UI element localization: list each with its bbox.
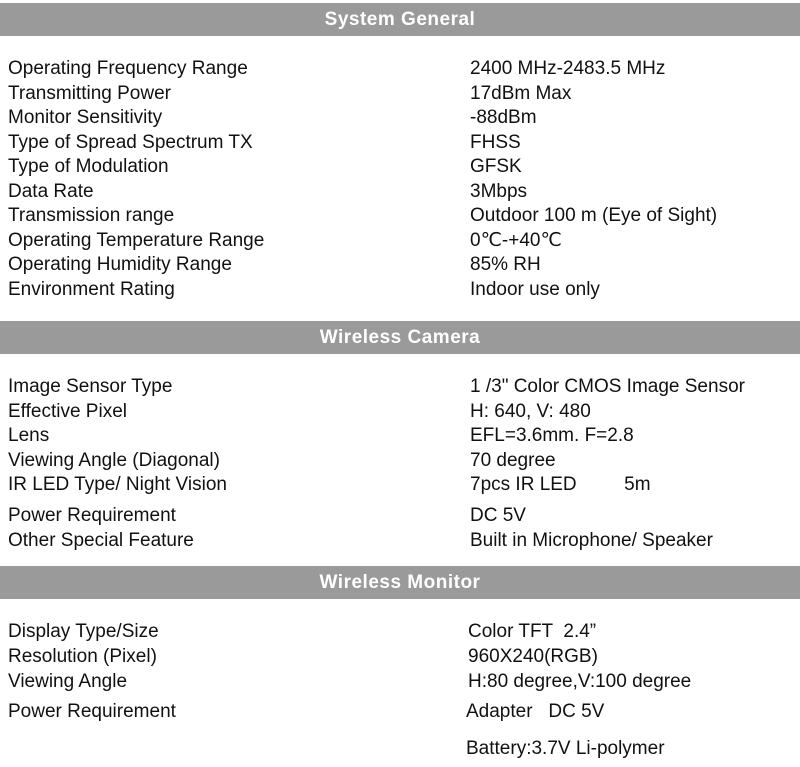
spec-label: Transmitting Power xyxy=(8,83,171,104)
spec-value: 2400 MHz-2483.5 MHz xyxy=(470,58,666,79)
spec-row xyxy=(0,106,800,130)
spec-value: 85% RH xyxy=(470,254,541,275)
spec-row xyxy=(0,82,800,106)
section-title: System General xyxy=(324,8,476,30)
spec-value: 960X240(RGB) xyxy=(468,646,598,667)
spec-row xyxy=(0,57,800,81)
spec-label: Type of Spread Spectrum TX xyxy=(8,132,253,153)
spec-value: Battery:3.7V Li-polymer xyxy=(466,738,665,759)
spec-row xyxy=(0,204,800,228)
spec-row xyxy=(0,253,800,277)
spec-row xyxy=(0,700,800,724)
section-header-system-general xyxy=(0,3,800,36)
spec-row xyxy=(0,737,800,761)
section-header-wireless-monitor xyxy=(0,566,800,599)
spec-label: Data Rate xyxy=(8,181,94,202)
spec-value: Built in Microphone/ Speaker xyxy=(470,530,713,551)
spec-label: Lens xyxy=(8,425,50,446)
spec-value: 1 /3" Color CMOS Image Sensor xyxy=(470,376,745,397)
spec-value: H:80 degree,V:100 degree xyxy=(468,671,692,692)
spec-row xyxy=(0,155,800,179)
spec-label: Resolution (Pixel) xyxy=(8,646,157,667)
spec-value: Adapter DC 5V xyxy=(466,701,605,722)
spec-value: Indoor use only xyxy=(470,279,600,300)
spec-label: Viewing Angle (Diagonal) xyxy=(8,450,220,471)
spec-row xyxy=(0,670,800,694)
spec-value: 3Mbps xyxy=(470,181,528,202)
spec-row xyxy=(0,131,800,155)
spec-label: Power Requirement xyxy=(8,505,176,526)
spec-value: DC 5V xyxy=(470,505,526,526)
spec-label: Other Special Feature xyxy=(8,530,194,551)
spec-row xyxy=(0,645,800,669)
spec-value: 7pcs IR LED 5m xyxy=(470,474,651,495)
spec-label: Monitor Sensitivity xyxy=(8,107,163,128)
spec-label: Display Type/Size xyxy=(8,621,159,642)
spec-label: Operating Temperature Range xyxy=(8,230,265,251)
spec-value: 17dBm Max xyxy=(470,83,572,104)
spec-row xyxy=(0,229,800,253)
spec-row xyxy=(0,504,800,528)
spec-row xyxy=(0,529,800,553)
spec-label: Viewing Angle xyxy=(8,671,128,692)
spec-label: Environment Rating xyxy=(8,279,175,300)
spec-row xyxy=(0,180,800,204)
spec-row xyxy=(0,473,800,497)
spec-label: Operating Frequency Range xyxy=(8,58,248,79)
spec-label: Effective Pixel xyxy=(8,401,127,422)
section-header-wireless-camera xyxy=(0,321,800,354)
spec-value: FHSS xyxy=(470,132,521,153)
spec-label: Power Requirement xyxy=(8,701,176,722)
spec-value: 70 degree xyxy=(470,450,556,471)
spec-row xyxy=(0,620,800,644)
spec-row xyxy=(0,449,800,473)
spec-label: IR LED Type/ Night Vision xyxy=(8,474,227,495)
spec-value: GFSK xyxy=(470,156,522,177)
spec-value: Color TFT 2.4” xyxy=(468,621,597,642)
spec-value: Outdoor 100 m (Eye of Sight) xyxy=(470,205,718,226)
spec-label: Transmission range xyxy=(8,205,175,226)
spec-row xyxy=(0,375,800,399)
spec-value: H: 640, V: 480 xyxy=(470,401,591,422)
section-title: Wireless Monitor xyxy=(319,571,481,593)
spec-value: 0℃-+40℃ xyxy=(470,230,562,251)
section-title: Wireless Camera xyxy=(319,326,481,348)
spec-label: Operating Humidity Range xyxy=(8,254,232,275)
spec-label: Type of Modulation xyxy=(8,156,169,177)
spec-label: Image Sensor Type xyxy=(8,376,173,397)
spec-row xyxy=(0,424,800,448)
spec-row xyxy=(0,278,800,302)
spec-value: -88dBm xyxy=(470,107,537,128)
spec-value: EFL=3.6mm. F=2.8 xyxy=(470,425,634,446)
spec-row xyxy=(0,400,800,424)
